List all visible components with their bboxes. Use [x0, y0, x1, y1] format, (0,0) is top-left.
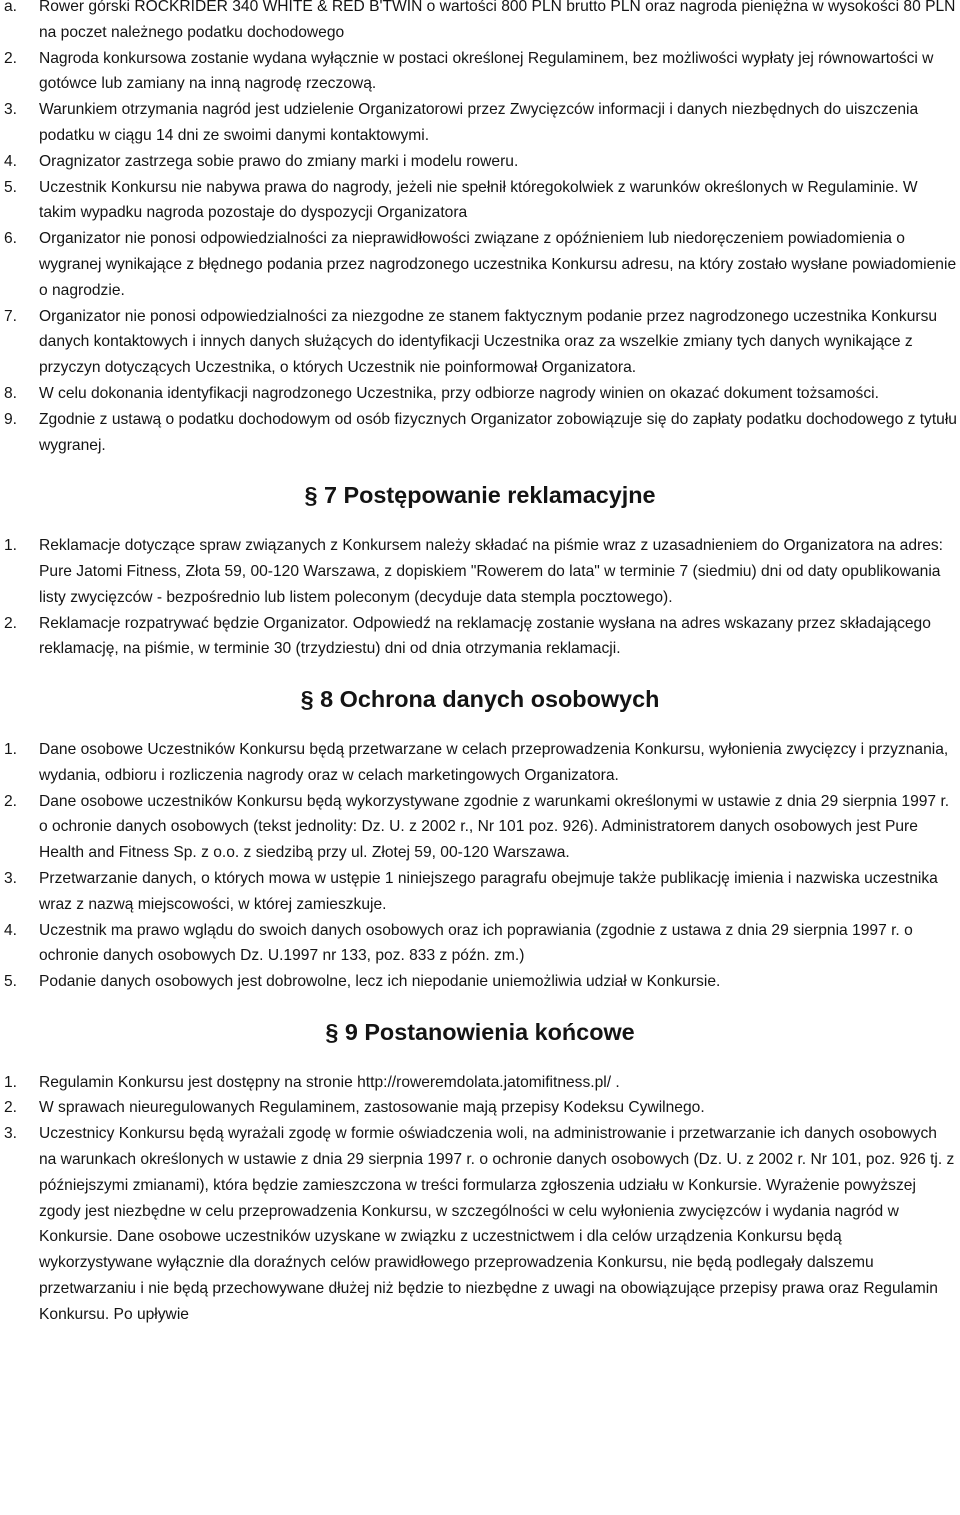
- item-text: Reklamacje rozpatrywać będzie Organizator. Odpowiedź na reklamację zostanie wysłana na adres wskazany przez składającego reklamację, na piśmie, w terminie 30 (trzydziestu) dni od dnia otrzymania reklamacji.: [39, 614, 931, 658]
- item-number: 3.: [4, 869, 18, 887]
- item-number: 2.: [4, 792, 18, 810]
- item-number: 1.: [4, 537, 18, 555]
- list-item: [0, 866, 960, 918]
- final-provisions-list: [0, 1070, 960, 1328]
- item-number: 2.: [4, 49, 18, 67]
- list-item: [0, 381, 960, 407]
- list-item: [0, 918, 960, 970]
- item-text: Uczestnik ma prawo wglądu do swoich danych osobowych oraz ich poprawiania (zgodnie z ustawa z dnia 29 sierpnia 1997 r. o ochronie danych osobowych Dz. U.1997 nr 133, poz. 833 z późn. zm.): [39, 921, 913, 965]
- list-item: [0, 1121, 960, 1327]
- item-number: 2.: [4, 1099, 18, 1117]
- list-item: [0, 175, 960, 227]
- item-text: W celu dokonania identyfikacji nagrodzonego Uczestnika, przy odbiorze nagrody winien on okazać dokument tożsamości.: [39, 384, 879, 402]
- item-text: Dane osobowe uczestników Konkursu będą wykorzystywane zgodnie z warunkami określonymi w ustawie z dnia 29 sierpnia 1997 r. o ochronie danych osobowych (tekst jednolity: Dz. U. z 2002 r., Nr 101 poz. 926). Administratorem danych osobowych jest Pure Health and Fitness Sp. z o.o. z siedzibą przy ul. Złotej 59, 00-120 Warszawa.: [39, 792, 950, 862]
- item-text: Przetwarzanie danych, o których mowa w ustępie 1 niniejszego paragrafu obejmuje także publikację imienia i nazwiska uczestnika wraz z nazwą miejscowości, w której zamieszkuje.: [39, 869, 938, 913]
- section-heading-data-protection: § 8 Ochrona danych osobowych: [300, 686, 660, 713]
- list-item: [0, 1070, 960, 1096]
- data-protection-list: [0, 737, 960, 995]
- item-number: 5.: [4, 973, 18, 991]
- item-number: 1.: [4, 1073, 18, 1091]
- item-text: Rower górski ROCKRIDER 340 WHITE & RED B'TWIN o wartości 800 PLN brutto PLN oraz nagroda pieniężna w wysokości 80 PLN na poczet należnego podatku dochodowego: [39, 0, 956, 41]
- item-number: 1.: [4, 740, 18, 758]
- list-item: [0, 46, 960, 98]
- item-number: 3.: [4, 1125, 18, 1143]
- item-number: 2.: [4, 614, 18, 632]
- item-number: 3.: [4, 101, 18, 119]
- item-number: 7.: [4, 307, 18, 325]
- item-text: Regulamin Konkursu jest dostępny na stronie http://roweremdolata.jatomifitness.pl/ .: [39, 1073, 620, 1091]
- item-text: Organizator nie ponosi odpowiedzialności za niezgodne ze stanem faktycznym podanie przez nagrodzonego uczestnika Konkursu danych kontaktowych i innych danych służących do identyfikacji Uczestnika oraz za wszelkie zmiany tych danych wynikające z przyczyn dotyczących Uczestnika, o których Uczestnik nie poinformował Organizatora.: [39, 307, 938, 377]
- list-item: [0, 737, 960, 789]
- list-item: [0, 0, 960, 46]
- section-heading-complaints: § 7 Postępowanie reklamacyjne: [304, 482, 656, 509]
- list-item: [0, 611, 960, 663]
- list-item: [0, 149, 960, 175]
- item-text: Uczestnik Konkursu nie nabywa prawa do nagrody, jeżeli nie spełnił któregokolwiek z warunków określonych w Regulaminie. W takim wypadku nagroda pozostaje do dyspozycji Organizatora: [39, 178, 918, 222]
- item-text: Reklamacje dotyczące spraw związanych z Konkursem należy składać na piśmie wraz z uzasadnieniem do Organizatora na adres: Pure Jatomi Fitness, Złota 59, 00-120 Warszawa, z dopiskiem "Rowerem do lata" w terminie 7 (siedmiu) dni od daty opublikowania listy zwycięzców - bezpośrednio lub listem poleconym (decyduje data stempla pocztowego).: [39, 537, 943, 606]
- item-number: 8.: [4, 384, 18, 402]
- item-text: Nagroda konkursowa zostanie wydana wyłącznie w postaci określonej Regulaminem, bez możliwości wypłaty jej równowartości w gotówce lub zamiany na inną nagrodę rzeczową.: [39, 49, 934, 93]
- item-text: Zgodnie z ustawą o podatku dochodowym od osób fizycznych Organizator zobowiązuje się do zapłaty podatku dochodowego z tytułu wygranej.: [39, 410, 957, 454]
- list-item: [0, 97, 960, 149]
- complaints-list: [0, 533, 960, 662]
- item-text: W sprawach nieuregulowanych Regulaminem, zastosowanie mają przepisy Kodeksu Cywilnego.: [39, 1099, 705, 1117]
- item-number: 5.: [4, 178, 18, 196]
- list-item: [0, 969, 960, 995]
- item-number: 4.: [4, 152, 18, 170]
- item-text: Dane osobowe Uczestników Konkursu będą przetwarzane w celach przeprowadzenia Konkursu, wyłonienia zwycięzcy i przyznania, wydania, odbioru i rozliczenia nagrody oraz w celach marketingowych Organizatora.: [39, 740, 949, 784]
- list-item: [0, 226, 960, 303]
- section-heading-final-provisions: § 9 Postanowienia końcowe: [325, 1018, 635, 1045]
- item-number: 6.: [4, 230, 18, 248]
- list-item: [0, 533, 960, 610]
- prize-terms-list: [0, 0, 960, 458]
- item-text: Organizator nie ponosi odpowiedzialności za nieprawidłowości związane z opóźnieniem lub niedoręczeniem powiadomienia o wygranej wynikające z błędnego podania przez nagrodzonego uczestnika Konkursu adresu, na który zostało wysłane powiadomienie o nagrodzie.: [39, 230, 957, 299]
- item-number: 9.: [4, 410, 18, 428]
- list-item: [0, 407, 960, 459]
- item-text: Uczestnicy Konkursu będą wyrażali zgodę w formie oświadczenia woli, na administrowanie i przetwarzanie ich danych osobowych na warunkach określonych w ustawie z dnia 29 sierpnia 1997 r. o ochronie danych osobowych (Dz. U. z 2002 r. Nr 101, poz. 926 tj. z późniejszymi zmianami), która będzie zamieszczona w treści formularza zgłoszenia udziału w Konkursie. Wyrażenie powyższej zgody jest niezbędne w celu przeprowadzenia Konkursu, w szczególności w celu wyłonienia zwycięzców i wydania nagród w Konkursie. Dane osobowe uczestników uzyskane w związku z uczestnictwem i dla celów urządzenia Konkursu będą wykorzystywane wyłącznie dla doraźnych celów prawidłowego przeprowadzenia Konkursu, nie będą podlegały dalszemu przetwarzaniu i nie będą przechowywane dłużej niż będzie to niezbędne z uwagi na obowiązujące przepisy prawa oraz Regulamin Konkursu. Po upływie: [39, 1125, 955, 1323]
- item-number: a.: [4, 0, 18, 15]
- item-text: Warunkiem otrzymania nagród jest udzielenie Organizatorowi przez Zwycięzców informacji i danych niezbędnych do uiszczenia podatku w ciągu 14 dni ze swoimi danymi kontaktowymi.: [39, 101, 919, 144]
- item-text: Podanie danych osobowych jest dobrowolne, lecz ich niepodanie uniemożliwia udział w Konkursie.: [39, 973, 721, 991]
- item-text: Oragnizator zastrzega sobie prawo do zmiany marki i modelu roweru.: [39, 152, 519, 170]
- list-item: [0, 304, 960, 381]
- item-number: 4.: [4, 921, 18, 939]
- list-item: [0, 789, 960, 866]
- list-item: [0, 1095, 960, 1121]
